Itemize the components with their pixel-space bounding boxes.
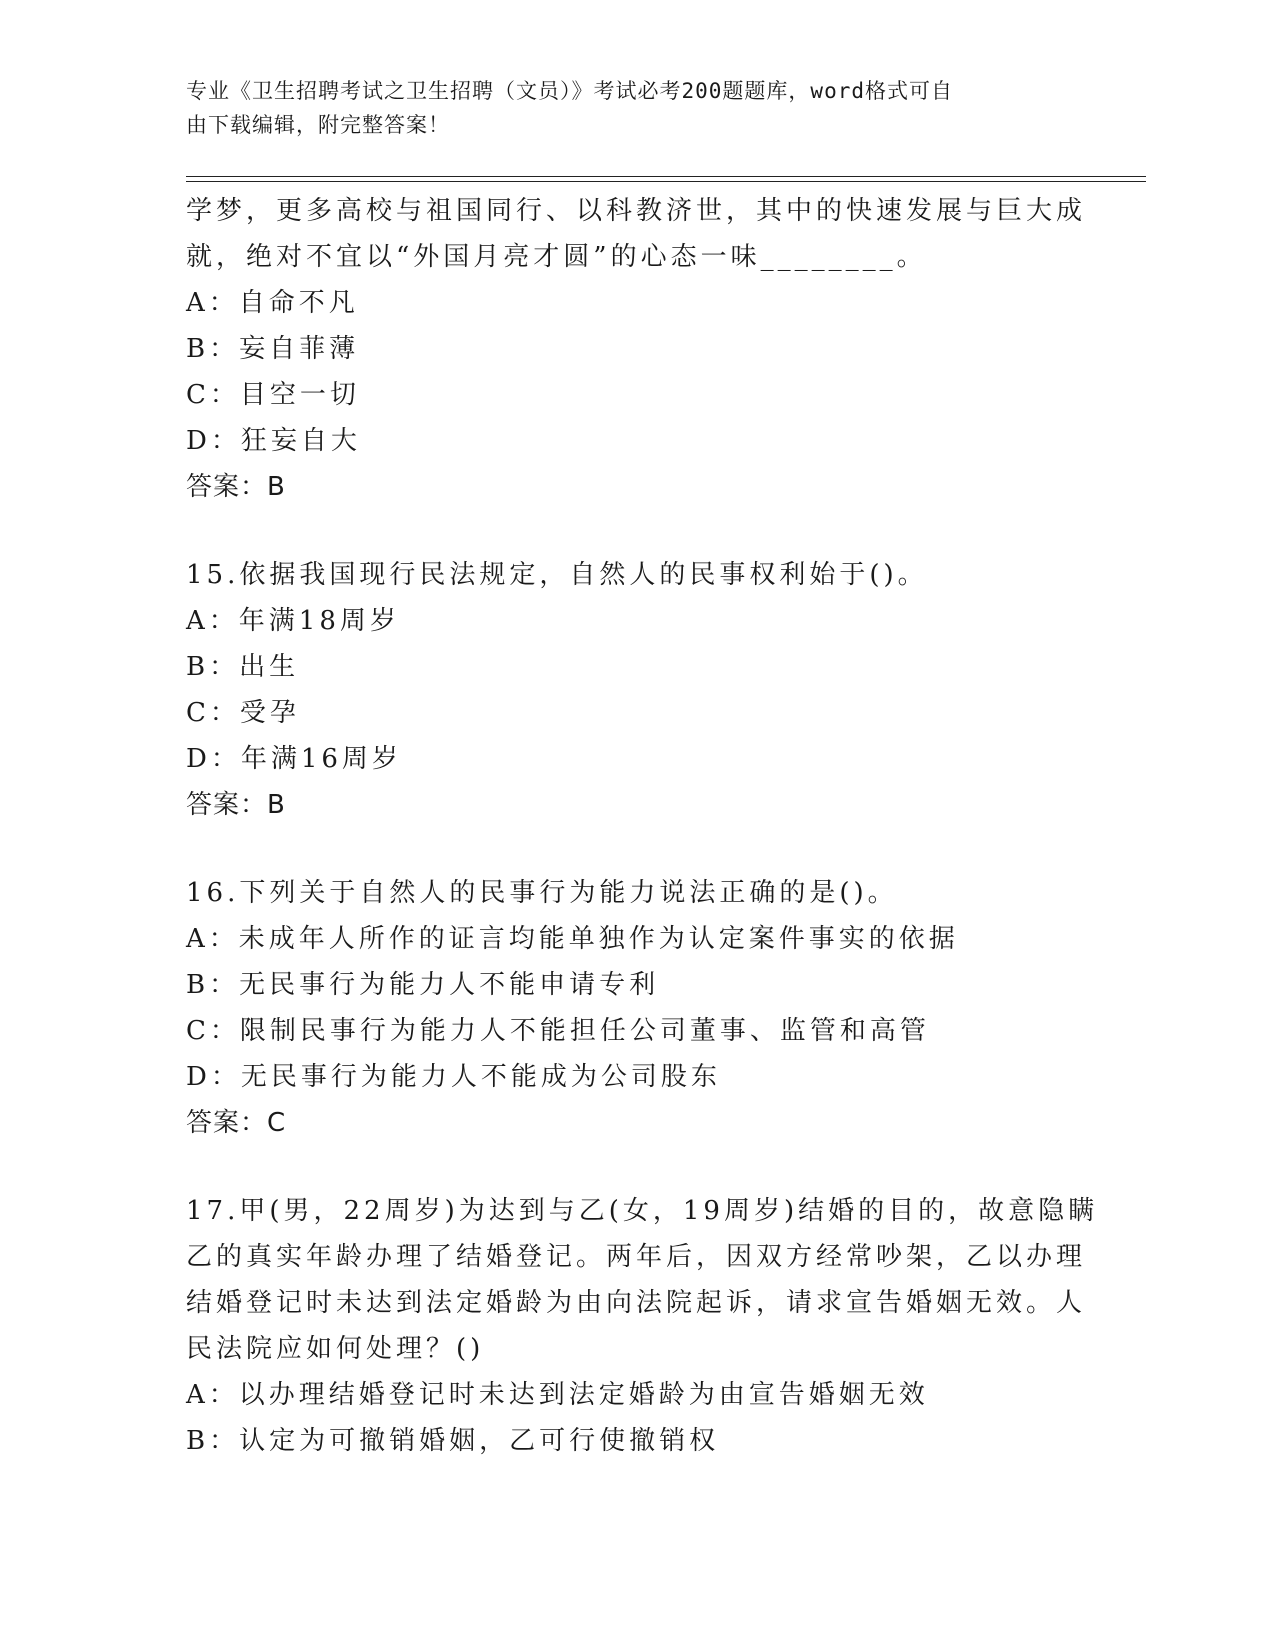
option-d: D：狂妄自大 bbox=[186, 426, 361, 456]
stem-line: 乙的真实年龄办理了结婚登记。两年后，因双方经常吵架，乙以办理 bbox=[186, 1242, 1087, 1272]
question-list bbox=[186, 188, 1099, 1506]
stem-line: 就，绝对不宜以“外国月亮才圆”的心态一味________。 bbox=[186, 242, 927, 272]
answer-text: 答案：B bbox=[186, 790, 286, 820]
option-a: A：以办理结婚登记时未达到法定婚龄为由宣告婚姻无效 bbox=[186, 1380, 929, 1410]
option-a: A：年满18周岁 bbox=[186, 606, 400, 636]
question-stem bbox=[186, 188, 1086, 280]
option-b: B：出生 bbox=[186, 652, 300, 682]
option-b: B：无民事行为能力人不能申请专利 bbox=[186, 970, 660, 1000]
stem-line: 民法院应如何处理？() bbox=[186, 1334, 485, 1364]
option-d: D：无民事行为能力人不能成为公司股东 bbox=[186, 1062, 721, 1092]
header-title-line-1: 专业《卫生招聘考试之卫生招聘（文员）》考试必考200题题库，word格式可自 bbox=[186, 79, 953, 103]
header-title-line-2: 由下载编辑，附完整答案！ bbox=[186, 113, 450, 137]
option-b: B：妄自菲薄 bbox=[186, 334, 360, 364]
question-14 bbox=[186, 188, 1086, 510]
question-stem bbox=[186, 552, 1086, 598]
stem-line: 15.依据我国现行民法规定，自然人的民事权利始于()。 bbox=[186, 560, 928, 590]
question-16 bbox=[186, 870, 1086, 1146]
stem-line: 结婚登记时未达到法定婚龄为由向法院起诉，请求宣告婚姻无效。人 bbox=[186, 1288, 1087, 1318]
answer-text: 答案：B bbox=[186, 472, 286, 502]
stem-line: 学梦，更多高校与祖国同行、以科教济世，其中的快速发展与巨大成 bbox=[186, 196, 1087, 226]
question-stem bbox=[186, 1188, 1099, 1372]
option-c: C：受孕 bbox=[186, 698, 300, 728]
answer-text: 答案：C bbox=[186, 1108, 287, 1138]
option-a: A：自命不凡 bbox=[186, 288, 359, 318]
option-c: C：目空一切 bbox=[186, 380, 360, 410]
stem-line: 16.下列关于自然人的民事行为能力说法正确的是()。 bbox=[186, 878, 898, 908]
page-header bbox=[186, 74, 1066, 142]
stem-line: 17.甲(男，22周岁)为达到与乙(女，19周岁)结婚的目的，故意隐瞒 bbox=[186, 1196, 1099, 1226]
option-d: D：年满16周岁 bbox=[186, 744, 402, 774]
option-a: A：未成年人所作的证言均能单独作为认定案件事实的依据 bbox=[186, 924, 959, 954]
question-17 bbox=[186, 1188, 1099, 1464]
option-b: B：认定为可撤销婚姻，乙可行使撤销权 bbox=[186, 1426, 720, 1456]
header-divider bbox=[186, 176, 1146, 182]
question-15 bbox=[186, 552, 1086, 828]
option-c: C：限制民事行为能力人不能担任公司董事、监管和高管 bbox=[186, 1016, 930, 1046]
question-stem bbox=[186, 870, 1086, 916]
